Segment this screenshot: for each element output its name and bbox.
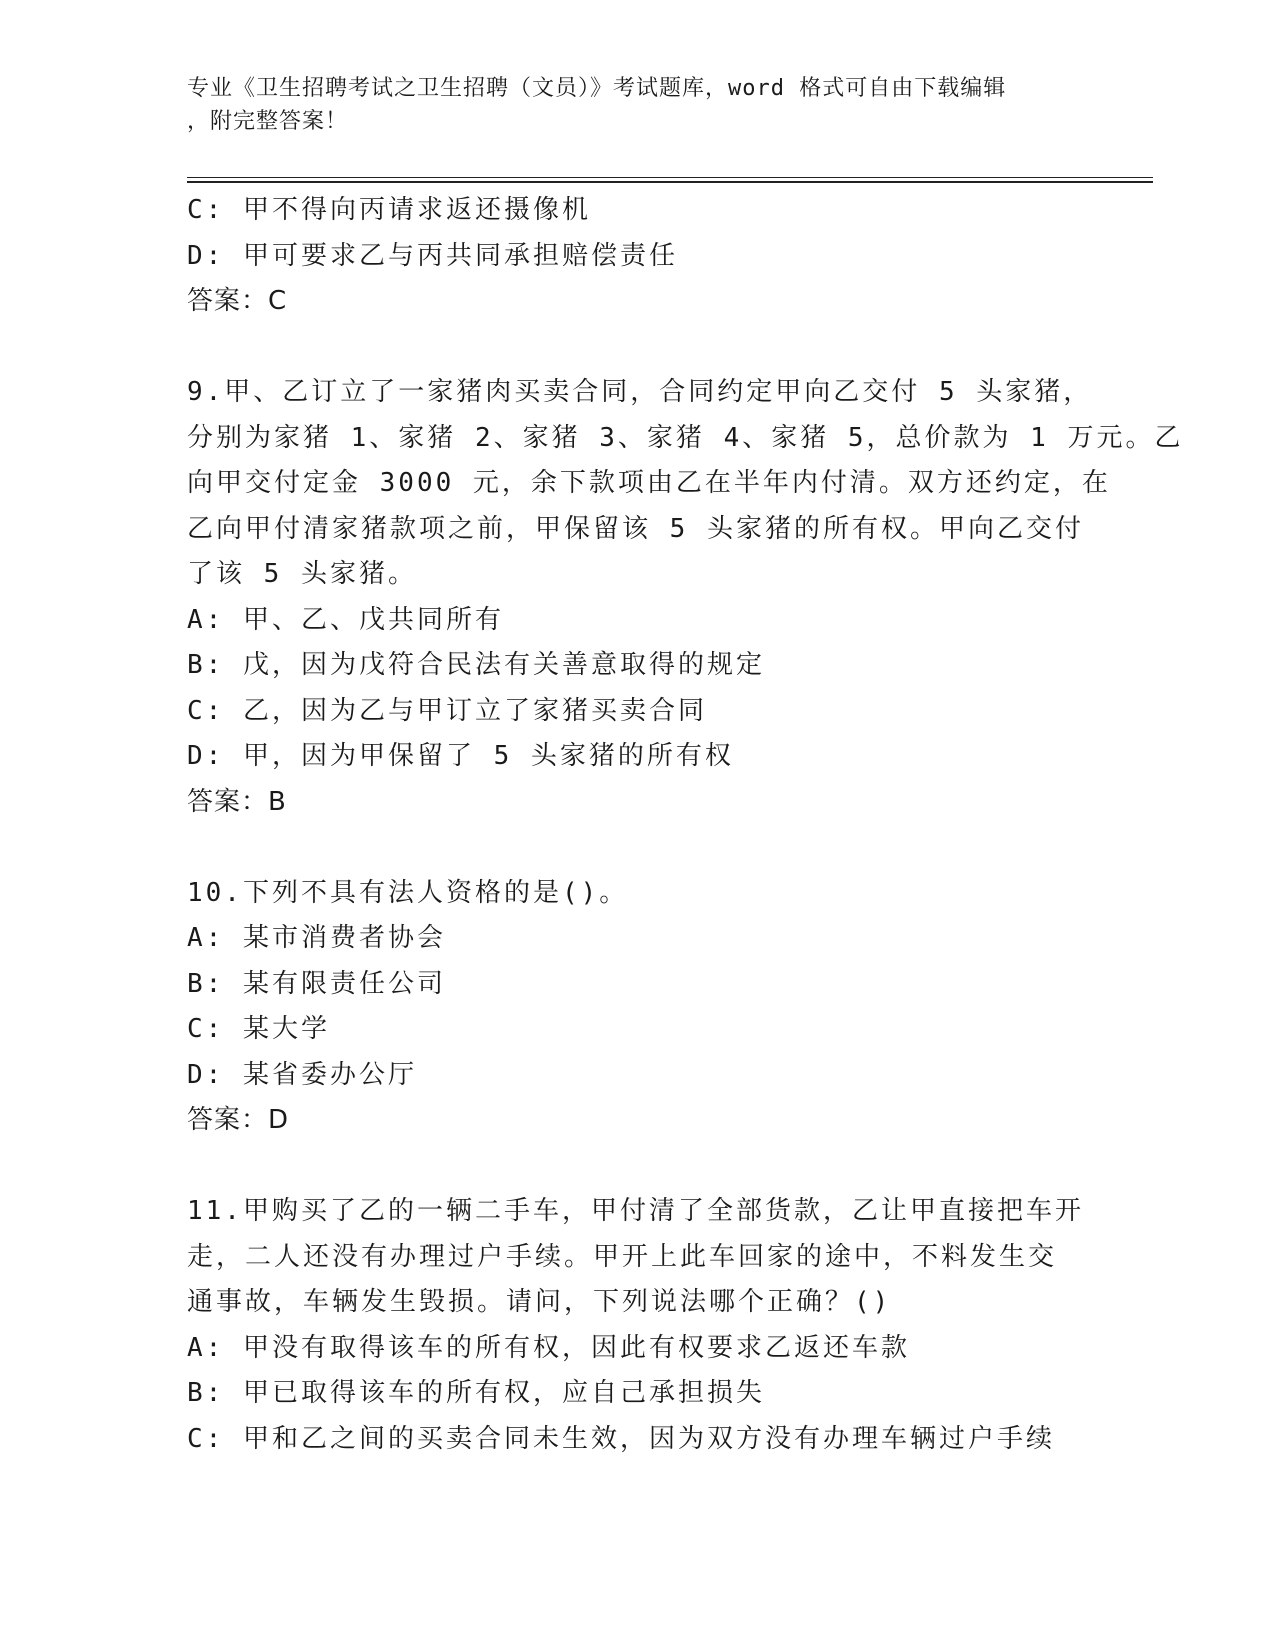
- option-d: D: 甲，因为甲保留了 5 头家猪的所有权: [187, 741, 734, 771]
- document-header: [187, 72, 1067, 138]
- answer-line: 答案：D: [187, 1105, 290, 1135]
- answer-line: 答案：B: [187, 786, 287, 817]
- option-c: C: 某大学: [187, 1014, 330, 1044]
- option-b: B: 甲已取得该车的所有权，应自己承担损失: [187, 1378, 765, 1408]
- option-d: D: 某省委办公厅: [187, 1059, 417, 1090]
- question-text: [187, 370, 1184, 598]
- header-rule-thick: [187, 181, 1153, 183]
- question-text-line: 10.下列不具有法人资格的是()。: [187, 877, 629, 908]
- question-text-line: 了该 5 头家猪。: [187, 559, 417, 589]
- question-text-line: 9.甲、乙订立了一家猪肉买卖合同，合同约定甲向乙交付 5 头家猪，: [187, 377, 1093, 407]
- option-a: A: 某市消费者协会: [187, 923, 446, 953]
- answer-line: 答案：C: [187, 286, 288, 316]
- header-line-2: ，附完整答案！: [187, 109, 349, 134]
- spacer: [187, 1144, 1087, 1190]
- option-c: C: 乙，因为乙与甲订立了家猪买卖合同: [187, 695, 707, 726]
- question-text-line: 走，二人还没有办理过户手续。甲开上此车回家的途中，不料发生交: [187, 1241, 1058, 1272]
- header-line-1: 专业《卫生招聘考试之卫生招聘（文员）》考试题库，word 格式可自由下载编辑: [187, 76, 1007, 101]
- option-b: B: 某有限责任公司: [187, 968, 446, 999]
- question-text: [187, 1189, 1087, 1326]
- previous-question-block: [187, 188, 1087, 325]
- question-text: [187, 871, 1087, 917]
- question-9: [187, 370, 1184, 825]
- question-11: [187, 1189, 1087, 1462]
- spacer: [187, 325, 1087, 371]
- option-b: B: 戊，因为戊符合民法有关善意取得的规定: [187, 650, 765, 680]
- option-d: D: 甲可要求乙与丙共同承担赔偿责任: [187, 240, 678, 271]
- question-text-line: 11.甲购买了乙的一辆二手车，甲付清了全部货款，乙让甲直接把车开: [187, 1196, 1084, 1226]
- question-text-line: 分别为家猪 1、家猪 2、家猪 3、家猪 4、家猪 5，总价款为 1 万元。乙: [187, 422, 1184, 453]
- option-c: C: 甲不得向丙请求返还摄像机: [187, 195, 591, 225]
- question-text-line: 乙向甲付清家猪款项之前，甲保留该 5 头家猪的所有权。甲向乙交付: [187, 513, 1084, 544]
- option-a: A: 甲没有取得该车的所有权，因此有权要求乙返还车款: [187, 1332, 910, 1363]
- question-text-line: 向甲交付定金 3000 元，余下款项由乙在半年内付清。双方还约定，在: [187, 468, 1111, 498]
- option-a: A: 甲、乙、戊共同所有: [187, 604, 504, 635]
- spacer: [187, 825, 1087, 871]
- option-c: C: 甲和乙之间的买卖合同未生效，因为双方没有办理车辆过户手续: [187, 1423, 1055, 1454]
- question-list: [187, 188, 1184, 1462]
- header-rule-thin: [187, 177, 1153, 178]
- question-text-line: 通事故，车辆发生毁损。请问，下列说法哪个正确？(): [187, 1287, 892, 1317]
- question-10: [187, 871, 1087, 1144]
